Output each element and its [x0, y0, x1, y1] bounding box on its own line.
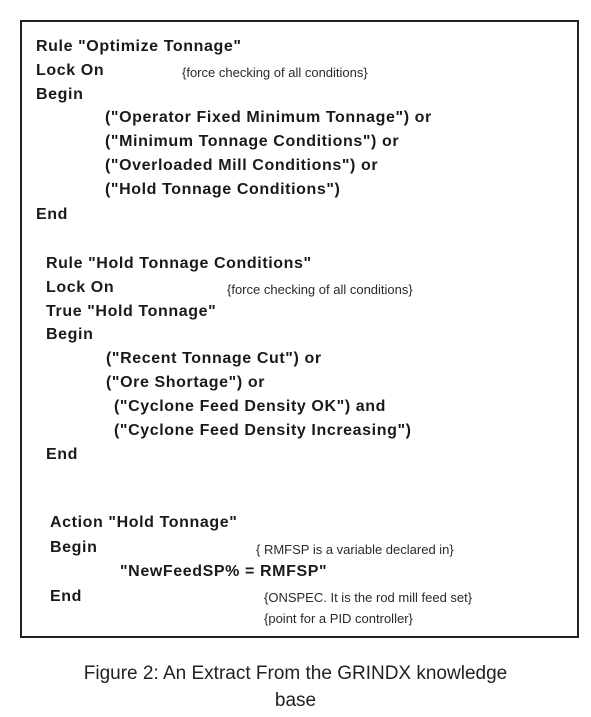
action-header: Action "Hold Tonnage": [50, 514, 238, 531]
rule2-condition: ("Cyclone Feed Density OK") and: [114, 398, 387, 415]
action-begin: Begin: [50, 539, 98, 556]
rule2-begin: Begin: [46, 326, 94, 343]
rule1-header: Rule "Optimize Tonnage": [36, 38, 242, 55]
rule1-begin: Begin: [36, 86, 84, 103]
figure-caption: [0, 661, 591, 687]
rule2-lock-on: Lock On: [46, 279, 115, 296]
rule1-lock-comment: {force checking of all conditions}: [182, 65, 368, 80]
rule2-end: End: [46, 446, 79, 463]
rule2-condition: ("Cyclone Feed Density Increasing"): [114, 422, 412, 439]
rule1-condition: ("Hold Tonnage Conditions"): [105, 181, 341, 198]
action-comment: { RMFSP is a variable declared in}: [256, 542, 454, 557]
action-comment: {ONSPEC. It is the rod mill feed set}: [264, 590, 473, 605]
rule2-true-line: True "Hold Tonnage": [46, 303, 217, 320]
rule1-condition: ("Operator Fixed Minimum Tonnage") or: [105, 109, 432, 126]
figure-label: Figure 2: [83, 663, 154, 684]
action-end: End: [50, 588, 83, 605]
rule2-condition: ("Recent Tonnage Cut") or: [106, 350, 322, 367]
rule1-lock-on: Lock On: [36, 62, 105, 79]
rule2-condition: ("Ore Shortage") or: [106, 374, 266, 391]
action-comment: {point for a PID controller}: [264, 611, 413, 626]
figure-caption-continued: base: [274, 690, 317, 711]
action-statement: "NewFeedSP% = RMFSP": [120, 563, 328, 580]
rule1-condition: ("Overloaded Mill Conditions") or: [105, 157, 379, 174]
rule2-lock-comment: {force checking of all conditions}: [227, 282, 413, 297]
rule2-header: Rule "Hold Tonnage Conditions": [46, 255, 312, 272]
rule1-end: End: [36, 206, 69, 223]
rule1-condition: ("Minimum Tonnage Conditions") or: [105, 133, 400, 150]
caption-text: : An Extract From the GRINDX knowledge: [153, 663, 508, 684]
